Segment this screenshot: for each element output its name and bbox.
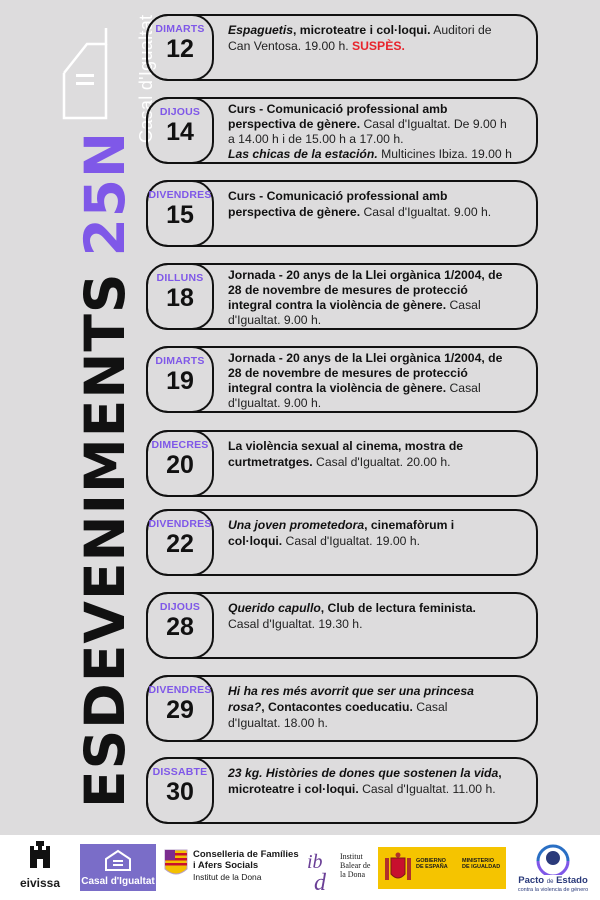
event-text: Casal d'Igualtat. 20.00 h. <box>312 455 451 469</box>
event-date <box>146 430 214 497</box>
event-text: Jornada - 20 anys de la Llei orgànica 1/2004, de <box>228 351 503 365</box>
event-line <box>228 616 530 632</box>
event-line <box>228 454 530 470</box>
event-line <box>228 22 530 38</box>
event-date <box>146 757 214 824</box>
event-text: Casal d'Igualtat. 11.00 h. <box>358 782 496 796</box>
event-text: a 14.00 h i de 15.00 h a 17.00 h. <box>228 132 404 146</box>
event-text: 28 de novembre de mesures de protecció <box>228 283 468 297</box>
event-text: , Contacontes coeducatiu. <box>261 700 413 714</box>
event-line <box>228 298 530 313</box>
conselleria-logo <box>164 849 304 882</box>
event-text: Casal d'Igualtat. 19.30 h. <box>228 617 363 631</box>
event-text: La violència sexual al cinema, mostra de <box>228 439 464 453</box>
poster-title <box>73 130 137 808</box>
casal-logo-name: Casal d'Igualtat <box>136 14 156 143</box>
event-line <box>228 396 530 411</box>
event-date <box>146 346 214 413</box>
event-text: Can Ventosa. 19.00 h. <box>228 39 352 53</box>
event-weekday: DIMARTS <box>155 23 205 35</box>
event-weekday: DIVENDRES <box>148 518 212 530</box>
eivissa-name: eivissa <box>19 876 61 890</box>
event-date <box>146 180 214 247</box>
event-weekday: DIJOUS <box>159 601 201 613</box>
event-line <box>228 600 530 616</box>
event-card <box>146 509 538 576</box>
pacto-sub: contra la violencia de género <box>517 887 589 893</box>
event-text: Curs - Comunicació professional amb <box>228 102 448 116</box>
event-description <box>228 683 530 731</box>
event-text: , cinemafòrum i <box>364 518 455 532</box>
event-line <box>228 699 530 715</box>
event-date <box>146 14 214 81</box>
event-text: 28 de novembre de mesures de protecció <box>228 366 468 380</box>
event-day: 12 <box>166 35 194 63</box>
event-card <box>146 346 538 413</box>
event-description <box>228 351 530 411</box>
event-text: , microteatre i col·loqui. <box>293 23 431 37</box>
event-text: Las chicas de la estación. <box>228 147 378 161</box>
pacto-name2: Estado <box>556 875 588 886</box>
gobierno-left <box>416 858 456 870</box>
event-text: Curs - Comunicació professional amb <box>228 189 448 203</box>
event-line <box>228 715 530 731</box>
event-text: Casal d'Igualtat. 19.00 h. <box>282 534 421 548</box>
title-accent: 25N <box>73 130 137 257</box>
event-line <box>228 533 530 549</box>
castle-icon <box>27 841 53 869</box>
gobierno-left2: DE ESPAÑA <box>416 864 448 870</box>
ibd-logo <box>306 844 376 892</box>
event-line <box>228 313 530 328</box>
event-text: Espaguetis <box>228 23 294 37</box>
event-line <box>228 204 530 220</box>
event-weekday: DIVENDRES <box>148 684 212 696</box>
event-text: Casal <box>446 298 481 312</box>
event-text: perspectiva de gènere. <box>228 117 361 131</box>
event-line <box>228 366 530 381</box>
event-weekday: DIMECRES <box>151 439 209 451</box>
event-line <box>228 517 530 533</box>
event-text: perspectiva de gènere. <box>228 205 361 219</box>
event-day: 22 <box>166 530 194 558</box>
event-date <box>146 263 214 330</box>
event-line <box>228 132 530 147</box>
event-day: 14 <box>166 118 194 146</box>
house-icon <box>103 849 133 871</box>
event-text: Hi ha res més avorrit que ser una princesa <box>228 684 474 698</box>
event-line <box>228 438 530 454</box>
event-text: Casal d'Igualtat. De 9.00 h <box>360 117 507 131</box>
event-description <box>228 765 530 797</box>
balearic-flag-icon <box>164 849 188 879</box>
gobierno-right <box>462 858 502 870</box>
event-card <box>146 180 538 247</box>
event-weekday: DIJOUS <box>159 106 201 118</box>
event-description <box>228 188 530 220</box>
svg-text:ib: ib <box>307 851 323 873</box>
event-line <box>228 268 530 283</box>
event-card <box>146 592 538 659</box>
event-card <box>146 97 538 164</box>
event-text: Querido capullo <box>228 601 321 615</box>
event-text: Una joven prometedora <box>228 518 365 532</box>
event-line <box>228 38 530 54</box>
event-line <box>228 283 530 298</box>
spain-shield-icon <box>383 852 413 884</box>
casal-footer-logo <box>80 844 156 891</box>
event-description <box>228 268 530 328</box>
gobierno-logo <box>378 847 506 889</box>
eivissa-logo <box>16 841 64 890</box>
pacto-estado-logo <box>512 839 594 895</box>
event-text: Casal <box>412 700 448 714</box>
event-description <box>228 600 530 632</box>
event-card <box>146 263 538 330</box>
title-main: ESDEVENIMENTS <box>73 272 137 808</box>
event-day: 19 <box>166 367 194 395</box>
event-text: d'Igualtat. 9.00 h. <box>228 396 322 410</box>
event-day: 30 <box>166 778 194 806</box>
event-line <box>228 351 530 366</box>
pacto-name <box>512 875 594 886</box>
event-text: Casal <box>446 381 481 395</box>
gobierno-left1: GOBIERNO <box>416 858 446 864</box>
event-weekday: DILLUNS <box>156 272 204 284</box>
event-text: Auditori de <box>430 23 492 37</box>
casal-house-logo <box>62 26 142 156</box>
ibd-line3: la Dona <box>340 870 366 879</box>
event-description <box>228 22 530 54</box>
event-line <box>228 188 530 204</box>
ibd-line1: Institut <box>340 852 363 861</box>
event-text: , <box>498 766 502 780</box>
event-line <box>228 765 530 781</box>
event-text: , Club de lectura feminista. <box>320 601 476 615</box>
event-day: 18 <box>166 284 194 312</box>
conselleria-line1: Conselleria de Famílies <box>193 849 299 860</box>
event-card <box>146 430 538 497</box>
event-day: 15 <box>166 201 194 229</box>
event-text: curtmetratges. <box>228 455 313 469</box>
event-day: 29 <box>166 696 194 724</box>
pacto-circles-icon <box>532 839 574 875</box>
event-date <box>146 97 214 164</box>
event-card <box>146 757 538 824</box>
event-line <box>228 102 530 117</box>
event-text: d'Igualtat. 9.00 h. <box>228 313 322 327</box>
event-text: integral contra la violència de gènere. <box>228 381 447 395</box>
event-text: Jornada - 20 anys de la Llei orgànica 1/2004, de <box>228 268 503 282</box>
event-weekday: DIMARTS <box>155 355 205 367</box>
event-text: microteatre i col·loqui. <box>228 782 359 796</box>
event-card <box>146 14 538 81</box>
event-line <box>228 781 530 797</box>
event-text: 23 kg. Històries de dones que sostenen la vida <box>228 766 499 780</box>
event-line <box>228 117 530 132</box>
conselleria-line2: i Afers Socials <box>193 860 259 871</box>
event-weekday: DISSABTE <box>152 766 208 778</box>
event-text: Multicines Ibiza. 19.00 h <box>377 147 512 161</box>
conselleria-line3: Institut de la Dona <box>193 872 262 882</box>
event-date <box>146 592 214 659</box>
event-card <box>146 675 538 742</box>
event-text: Casal d'Igualtat. 9.00 h. <box>360 205 492 219</box>
event-text: integral contra la violència de gènere. <box>228 298 447 312</box>
event-text: SUSPÈS. <box>352 39 405 53</box>
event-day: 20 <box>166 451 194 479</box>
casal-footer-name: Casal d'Igualtat <box>81 876 155 887</box>
event-date <box>146 675 214 742</box>
ibd-text <box>340 852 378 879</box>
event-line <box>228 147 530 162</box>
event-date <box>146 509 214 576</box>
gobierno-right2: DE IGUALDAD <box>462 864 501 870</box>
ibd-monogram-icon <box>306 844 338 892</box>
svg-text:d: d <box>314 870 326 892</box>
event-weekday: DIVENDRES <box>148 189 212 201</box>
event-text: col·loqui. <box>228 534 283 548</box>
event-description <box>228 517 530 549</box>
event-day: 28 <box>166 613 194 641</box>
event-text: d'Igualtat. 18.00 h. <box>228 716 328 730</box>
event-line <box>228 683 530 699</box>
pacto-name1: Pacto <box>518 875 545 886</box>
gobierno-right1: MINISTERIO <box>462 858 495 864</box>
sponsor-footer <box>0 835 600 900</box>
event-description <box>228 438 530 470</box>
pacto-name-de: de <box>546 879 554 885</box>
event-description <box>228 102 530 162</box>
ibd-line2: Balear de <box>340 861 371 870</box>
event-line <box>228 381 530 396</box>
event-text: rosa? <box>228 700 262 714</box>
